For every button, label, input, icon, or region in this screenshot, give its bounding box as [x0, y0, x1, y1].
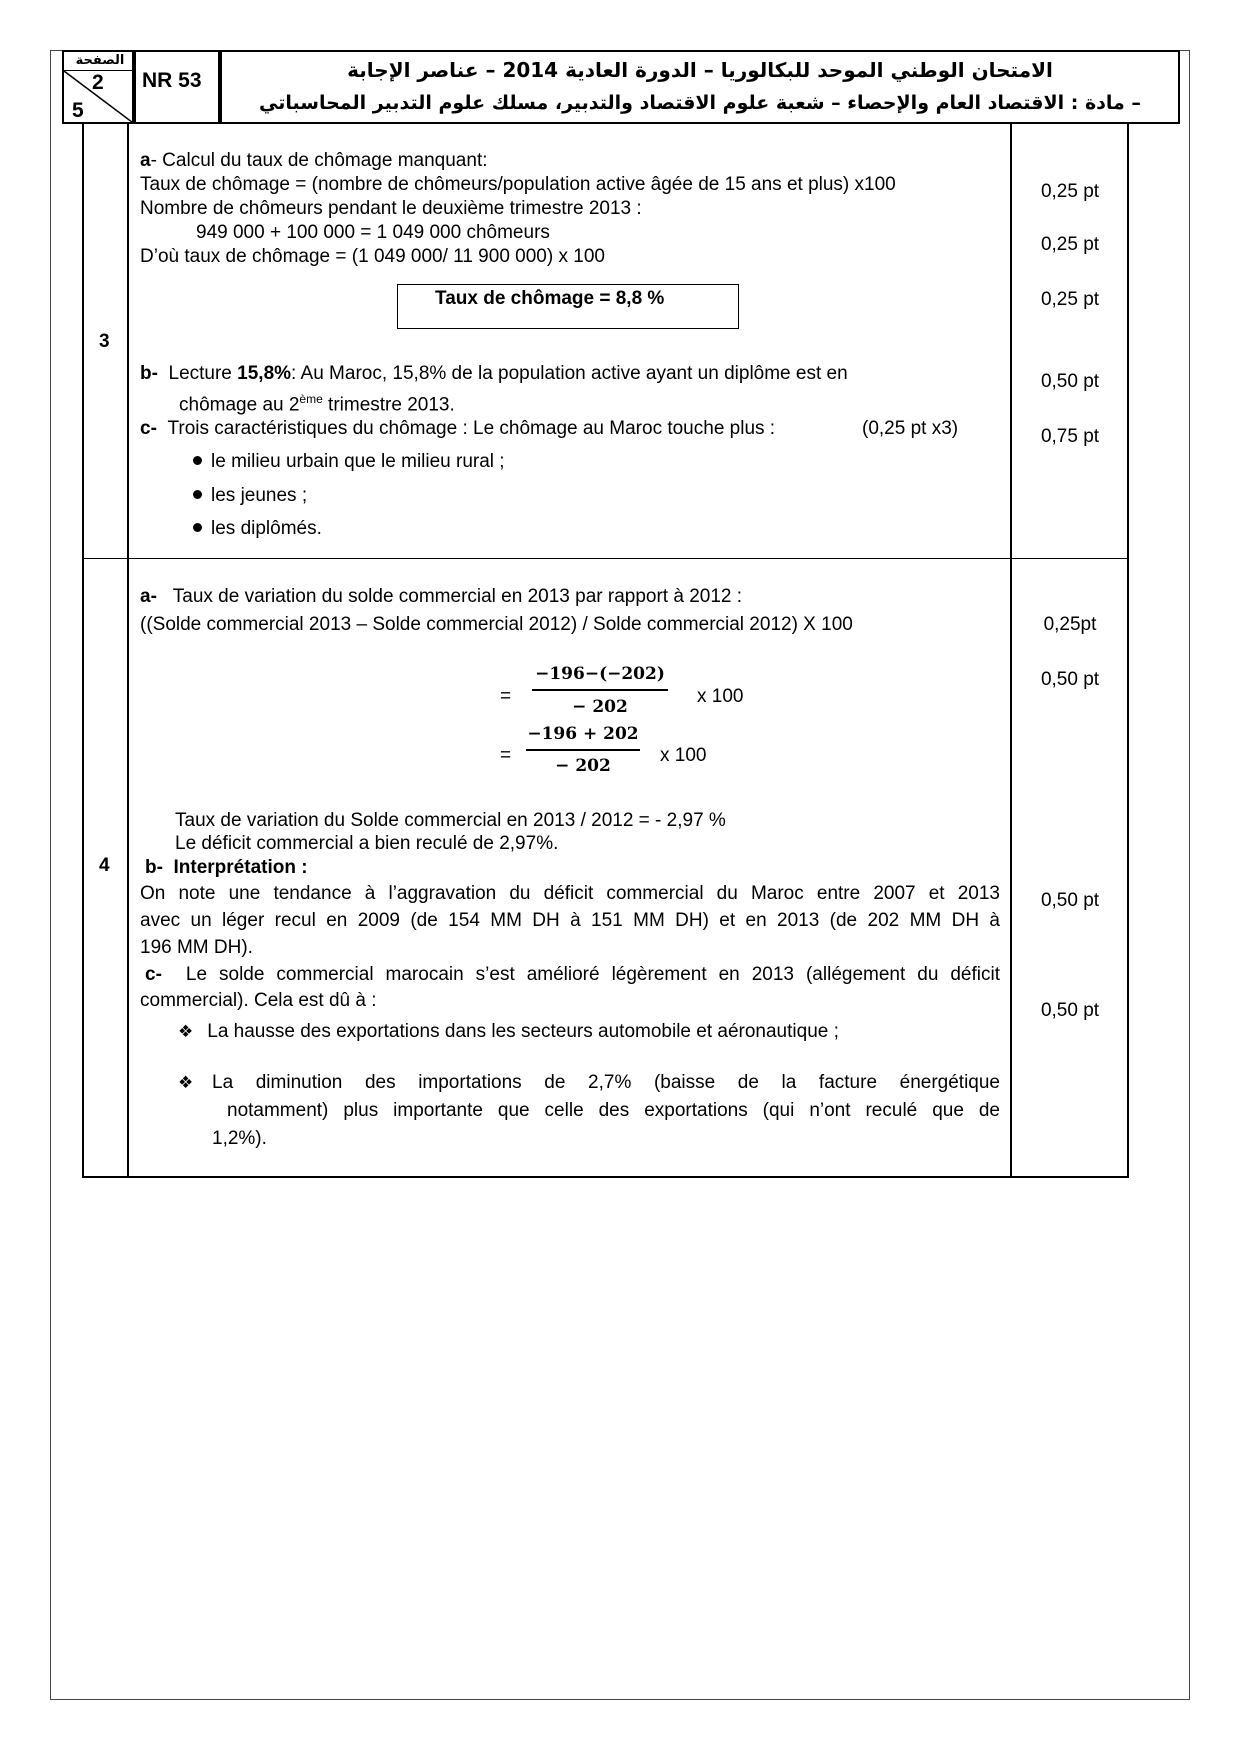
q3-points-4: 0,50 pt: [1040, 371, 1100, 392]
question-number-3: 3: [99, 331, 110, 352]
q3c-bullet-2: [193, 485, 307, 507]
q3a-line4: D’où taux de chômage = (1 049 000/ 11 900 000) x 100: [140, 246, 605, 267]
q4b-line3: 196 MM DH).: [140, 937, 253, 958]
q3c-bullet-3: [193, 518, 322, 540]
table-row-divider: [82, 558, 1129, 559]
q3c-bullet-text: les diplômés.: [211, 518, 322, 539]
q4a-title-text: Taux de variation du solde commercial en 2013 par rapport à 2012 :: [172, 586, 743, 607]
q3b-text2a: chômage au 2: [179, 394, 300, 416]
table-border-bottom: [82, 1176, 1129, 1178]
q3c-bullet-text: le milieu urbain que le milieu rural ;: [211, 451, 505, 472]
q4c-line1: [145, 964, 1000, 986]
q4c-bullet-1: [178, 1021, 839, 1043]
q3b-text: : Au Maroc, 15,8% de la population active ayant un diplôme est en: [291, 363, 848, 384]
q4a-title: [140, 586, 742, 608]
page-total: 5: [72, 99, 84, 122]
q3-points-5: 0,75 pt: [1040, 426, 1100, 447]
bullet-icon: [193, 490, 202, 499]
q3a-prefix: a: [140, 150, 151, 171]
table-divider-number: [127, 124, 129, 1178]
q3c-bullet-text: les jeunes ;: [211, 485, 308, 506]
q4c-bullet-2: [178, 1072, 193, 1094]
q3b-prefix: b-: [140, 363, 158, 384]
q4b-prefix: b-: [145, 857, 163, 878]
q3-points-3: 0,25 pt: [1040, 289, 1100, 310]
diamond-bullet-icon: ❖: [178, 1073, 194, 1093]
q4c-prefix: c-: [145, 964, 162, 985]
page-number-box: [62, 50, 134, 124]
q3c-prefix: c-: [140, 418, 157, 439]
q4c-text1: Le solde commercial marocain s’est amélioré légèrement en 2013 (allégement du déficit: [185, 964, 1001, 985]
q3c-bullet-1: [193, 451, 505, 473]
q4-points-4: 0,50 pt: [1040, 1000, 1100, 1021]
q4a-eq1-mult: x 100: [697, 686, 744, 707]
q3b-lecture: Lecture: [168, 363, 238, 384]
q4a-formula: ((Solde commercial 2013 – Solde commercial 2012) / Solde commercial 2012) X 100: [140, 614, 853, 635]
question-number-4: 4: [99, 855, 110, 876]
q4a-eq2-bar: [526, 749, 640, 751]
q4b-line1: On note une tendance à l’aggravation du déficit commercial du Maroc entre 2007 et 2013: [140, 883, 1000, 904]
q3a-result: Taux de chômage = 8,8 %: [435, 288, 665, 309]
q3c-line: [140, 418, 775, 440]
q3a-line2: Nombre de chômeurs pendant le deuxième trimestre 2013 :: [140, 198, 642, 219]
q3a-formula: Taux de chômage = (nombre de chômeurs/population active âgée de 15 ans et plus) x100: [140, 174, 896, 195]
q4a-eq2-sign: =: [500, 745, 512, 766]
q4a-eq2-numerator: −196 + 202: [527, 724, 639, 744]
exam-code: NR 53: [142, 69, 202, 92]
q4a-eq1-numerator: −196−(−202): [535, 664, 665, 684]
bullet-icon: [193, 456, 202, 465]
bullet-icon: [193, 523, 202, 532]
q3b-text2b: trimestre 2013.: [322, 394, 455, 416]
q4c-bullet2-line2: notamment) plus importante que celle des exportations (qui n’ont reculé que de: [227, 1100, 1000, 1121]
q4-points-1: 0,25pt: [1043, 614, 1097, 635]
q3a-title: [140, 150, 488, 172]
q4a-prefix: a-: [140, 586, 157, 607]
q3c-text: Trois caractéristiques du chômage : Le chômage au Maroc touche plus :: [167, 418, 776, 439]
q3b-value: 15,8%: [237, 363, 292, 384]
page-label: الصفحة: [75, 53, 125, 68]
q4a-result1: Taux de variation du Solde commercial en 2013 / 2012 = - 2,97 %: [175, 810, 726, 831]
diamond-bullet-icon: ❖: [178, 1022, 194, 1042]
exam-title-line1: الامتحان الوطني الموحد للبكالوريا – الدورة العادية 2014 – عناصر الإجابة: [347, 58, 1053, 82]
q4b-title: [145, 857, 308, 879]
q4b-line2: avec un léger recul en 2009 (de 154 MM DH à 151 MM DH) et en 2013 (de 202 MM DH à: [140, 910, 1000, 931]
q3a-result-box: [397, 284, 739, 329]
q4c-line2: commercial). Cela est dû à :: [140, 990, 377, 1011]
q4c-bullet2-line3: 1,2%).: [212, 1128, 267, 1149]
q3c-points: (0,25 pt x3): [862, 418, 959, 439]
q3-points-2: 0,25 pt: [1040, 234, 1100, 255]
exam-title-line2: – مادة : الاقتصاد العام والإحصاء – شعبة علوم الاقتصاد والتدبير، مسلك علوم التدبير المحاسباتي: [259, 92, 1141, 114]
q3a-title-text: - Calcul du taux de chômage manquant:: [150, 150, 488, 171]
q4a-eq1-bar: [532, 689, 668, 691]
q3b-line2: [179, 388, 455, 416]
q3-points-1: 0,25 pt: [1040, 181, 1100, 202]
table-border-left: [82, 124, 84, 1178]
q4a-eq2-denominator: − 202: [555, 756, 611, 776]
q4a-eq2-mult: x 100: [660, 745, 707, 766]
exam-code-box: [134, 50, 220, 124]
q3a-line3: 949 000 + 100 000 = 1 049 000 chômeurs: [196, 222, 550, 243]
q4c-bullet1-text: La hausse des exportations dans les secteurs automobile et aéronautique ;: [207, 1021, 839, 1042]
q3b-line1: [140, 363, 848, 385]
q4b-title-text: Interprétation :: [173, 857, 308, 878]
q4a-eq1-denominator: − 202: [572, 697, 628, 717]
q4c-bullet2-line1: La diminution des importations de 2,7% (baisse de la facture énergétique: [212, 1072, 1000, 1093]
q3b-sup: ème: [299, 392, 323, 406]
q4-points-3: 0,50 pt: [1040, 890, 1100, 911]
q4-points-2: 0,50 pt: [1040, 669, 1100, 690]
exam-title-box: [220, 50, 1180, 124]
page-current: 2: [92, 71, 104, 94]
q4a-result2: Le déficit commercial a bien reculé de 2,97%.: [175, 833, 559, 854]
q4a-eq1-sign: =: [500, 686, 512, 707]
